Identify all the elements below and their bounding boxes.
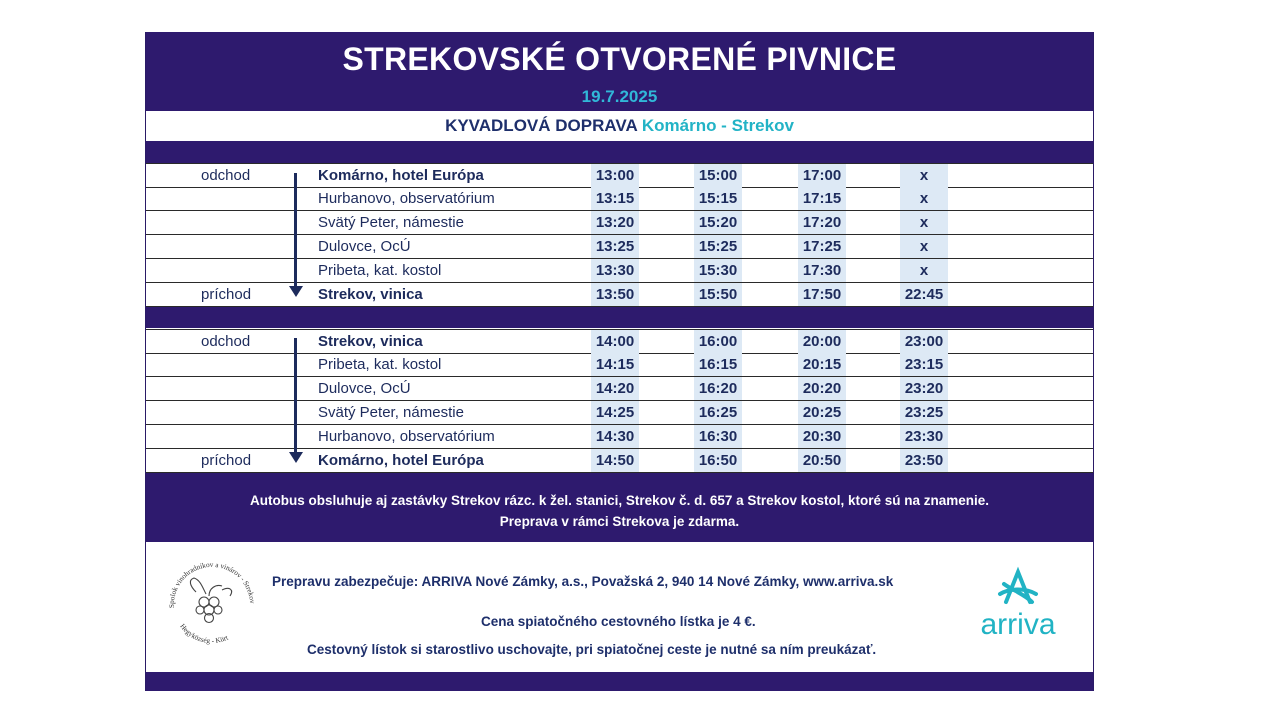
departure-time: 17:20	[798, 211, 846, 234]
stop-name: Komárno, hotel Európa	[318, 167, 484, 184]
departure-time: 14:30	[591, 425, 639, 448]
departure-time: 14:25	[591, 401, 639, 424]
notes-band	[146, 473, 1093, 542]
departure-time: 17:25	[798, 235, 846, 258]
svg-text:Hegyközség - Kürt	[178, 622, 229, 645]
departure-time: x	[900, 259, 948, 282]
timetable-row	[146, 259, 1093, 283]
departure-time: 23:00	[900, 330, 948, 353]
timetable-row	[146, 329, 1093, 354]
departure-time: 15:00	[694, 164, 742, 187]
direction-label: odchod	[201, 167, 251, 184]
departure-time: 16:30	[694, 425, 742, 448]
stop-name: Svätý Peter, námestie	[318, 214, 464, 231]
ticket-notice: Cestovný lístok si starostlivo uschovajte, pri spiatočnej ceste je nutné sa ním preukázať.	[307, 642, 877, 657]
departure-time: 13:15	[591, 187, 639, 210]
departure-time: 20:30	[798, 425, 846, 448]
departure-time: 23:20	[900, 377, 948, 400]
departure-time: 20:50	[798, 449, 846, 472]
departure-time: x	[900, 164, 948, 187]
timetable-row	[146, 235, 1093, 259]
stop-name: Svätý Peter, námestie	[318, 404, 464, 421]
stop-name: Komárno, hotel Európa	[318, 452, 484, 469]
direction-arrowhead-inbound	[289, 452, 303, 463]
timetable-row	[146, 187, 1093, 211]
departure-time: 16:00	[694, 330, 742, 353]
departure-time: 16:50	[694, 449, 742, 472]
direction-arrow-outbound	[294, 173, 297, 287]
event-date: 19.7.2025	[581, 87, 658, 106]
departure-time: 16:20	[694, 377, 742, 400]
stop-name: Strekov, vinica	[318, 333, 423, 350]
stop-name: Dulovce, OcÚ	[318, 238, 411, 255]
departure-time: 17:50	[798, 283, 846, 306]
timetable-row	[146, 401, 1093, 425]
stop-name: Hurbanovo, observatórium	[318, 190, 495, 207]
subtitle-prefix: KYVADLOVÁ DOPRAVA	[445, 116, 638, 135]
stop-name: Pribeta, kat. kostol	[318, 356, 442, 373]
departure-time: 13:20	[591, 211, 639, 234]
departure-time: 14:50	[591, 449, 639, 472]
departure-time: 14:15	[591, 353, 639, 376]
timetable-sheet	[145, 32, 1094, 691]
departure-time: 16:25	[694, 401, 742, 424]
departure-time: 23:50	[900, 449, 948, 472]
direction-label: príchod	[201, 286, 252, 303]
direction-label: príchod	[201, 452, 252, 469]
header-band	[146, 32, 1093, 111]
departure-time: 14:20	[591, 377, 639, 400]
separator-band-top	[146, 142, 1093, 163]
bottom-band	[146, 672, 1093, 691]
subtitle-route: Komárno - Strekov	[641, 116, 794, 135]
departure-time: 20:15	[798, 353, 846, 376]
departure-time: 15:50	[694, 283, 742, 306]
departure-time: 23:30	[900, 425, 948, 448]
departure-time: 23:25	[900, 401, 948, 424]
stop-name: Hurbanovo, observatórium	[318, 428, 495, 445]
arriva-symbol-icon	[1000, 572, 1036, 602]
departure-time: 20:20	[798, 377, 846, 400]
departure-time: 22:45	[900, 283, 948, 306]
stop-name: Strekov, vinica	[318, 286, 423, 303]
logo-text-top: Spolok vinohradníkov a vinárov - Strekov	[167, 560, 257, 609]
departure-time: 17:00	[798, 164, 846, 187]
timetable-row	[146, 211, 1093, 235]
departure-time: 20:00	[798, 330, 846, 353]
departure-time: 15:30	[694, 259, 742, 282]
stop-name: Dulovce, OcÚ	[318, 380, 411, 397]
departure-time: x	[900, 235, 948, 258]
departure-time: 14:00	[591, 330, 639, 353]
logo-text-bottom: Hegyközség - Kürt	[178, 622, 230, 646]
operator-info: Prepravu zabezpečuje: ARRIVA Nové Zámky, a.s., Považská 2, 940 14 Nové Zámky, www.arriva.sk	[272, 574, 894, 589]
stop-name: Pribeta, kat. kostol	[318, 262, 442, 279]
departure-time: 16:15	[694, 353, 742, 376]
departure-time: 13:00	[591, 164, 639, 187]
subtitle	[146, 111, 1093, 142]
arriva-logo	[966, 564, 1070, 644]
departure-time: 15:15	[694, 187, 742, 210]
direction-arrow-inbound	[294, 338, 297, 453]
departure-time: 17:30	[798, 259, 846, 282]
departure-time: 17:15	[798, 187, 846, 210]
winemakers-association-logo	[160, 550, 262, 652]
timetable-row	[146, 425, 1093, 449]
arriva-wordmark: arriva	[980, 608, 1056, 641]
note-line-1: Autobus obsluhuje aj zastávky Strekov rázc. k žel. stanici, Strekov č. d. 657 a Strekov kostol, ktoré sú na znamenie.	[249, 493, 990, 508]
ticket-price: Cena spiatočného cestovného lístka je 4 €.	[481, 614, 756, 629]
departure-time: 15:25	[694, 235, 742, 258]
timetable-row	[146, 163, 1093, 188]
svg-text:Spolok vinohradníkov a vinárov	[168, 561, 256, 608]
departure-time: x	[900, 187, 948, 210]
departure-time: 13:50	[591, 283, 639, 306]
departure-time: 13:30	[591, 259, 639, 282]
page-title: STREKOVSKÉ OTVORENÉ PIVNICE	[342, 41, 897, 77]
departure-time: 15:20	[694, 211, 742, 234]
note-line-2: Preprava v rámci Strekova je zdarma.	[499, 514, 740, 529]
departure-time: 23:15	[900, 353, 948, 376]
timetable-row	[146, 353, 1093, 377]
direction-arrowhead-outbound	[289, 286, 303, 297]
direction-label: odchod	[201, 333, 251, 350]
grape-cluster-icon	[190, 578, 231, 623]
departure-time: 20:25	[798, 401, 846, 424]
separator-band-middle	[146, 307, 1093, 328]
timetable-row	[146, 377, 1093, 401]
departure-time: 13:25	[591, 235, 639, 258]
departure-time: x	[900, 211, 948, 234]
